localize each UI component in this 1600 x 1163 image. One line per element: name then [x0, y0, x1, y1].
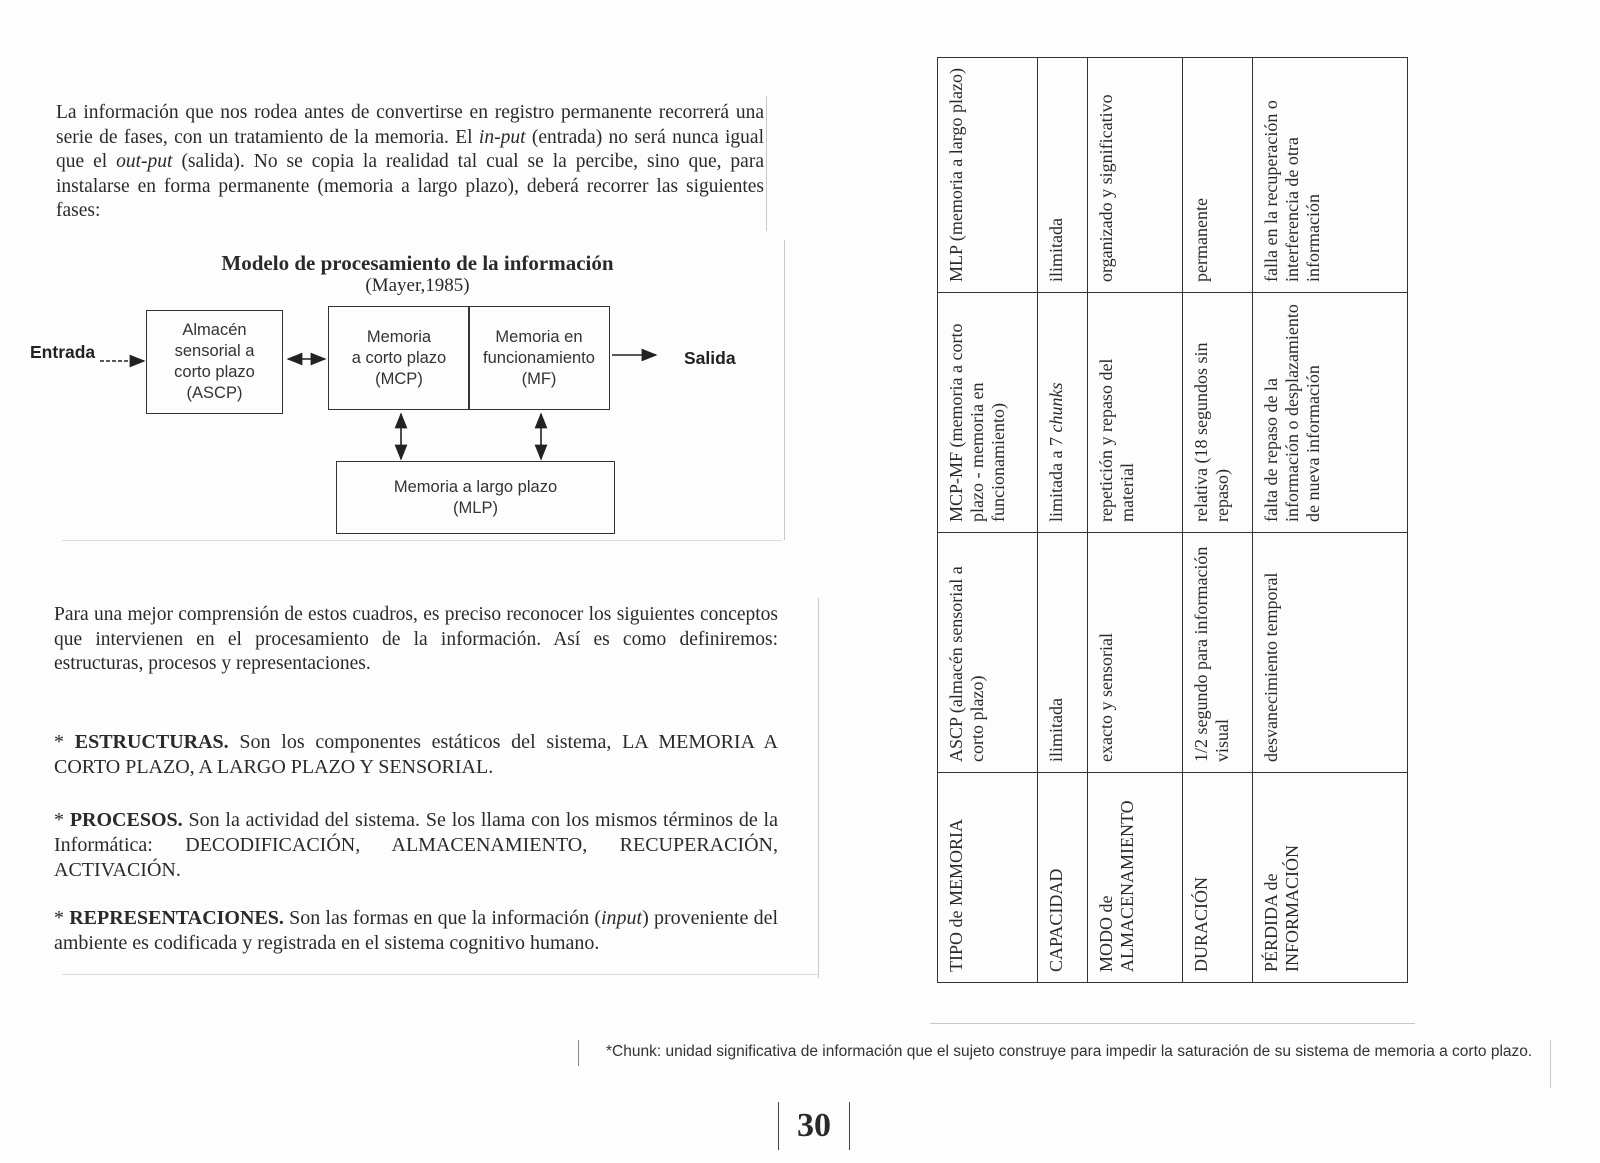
memory-table-frame [937, 58, 1407, 983]
cell-mlp-capacidad: ilimitada [1038, 58, 1088, 293]
input-term: in-put [478, 126, 526, 148]
bullet-procesos: * PROCESOS. Son la actividad del sistema. Se los llama con los mismos términos de la Informática: DECODIFICACIÓN, ALMACENAMIENTO, RECUPERACIÓN, ACTIVACIÓN. [54, 809, 778, 881]
cell-mlp-modo: organizado y significativo [1088, 58, 1183, 293]
box-mlp: Memoria a largo plazo (MLP) [336, 461, 615, 534]
table-header-tipo: TIPO de MEMORIA [938, 773, 1038, 983]
term-estructuras: ESTRUCTURAS. [74, 731, 229, 753]
memory-table [937, 57, 1408, 983]
diagram-title: Modelo de procesamiento de la información [221, 251, 614, 275]
diagram-bottom-rule [62, 540, 782, 541]
cell-ascp-tipo: ASCP (almacén sensorial a corto plazo) [938, 533, 1038, 773]
page-number-box [778, 1102, 850, 1150]
page-number: 30 [797, 1107, 831, 1144]
table-bottom-rule [930, 1023, 1415, 1024]
cell-mlp-tipo: MLP (memoria a largo plazo) [938, 58, 1038, 293]
salida-label: Salida [684, 348, 736, 368]
diagram-subtitle: (Mayer,1985) [365, 275, 470, 296]
table-row-capacidad [1038, 58, 1088, 983]
bullet-representaciones: * REPRESENTACIONES. Son las formas en que la información (input) proveniente del ambiente es codificada y registrada en el sistema cognitivo humano. [54, 907, 779, 954]
term-representaciones: REPRESENTACIONES. [69, 907, 284, 929]
cell-mcp-modo: repetición y repaso del material [1088, 293, 1183, 533]
footnote-right-rule [1550, 1040, 1551, 1088]
concepts-paragraph: Para una mejor comprensión de estos cuadros, es preciso reconocer los siguientes conceptos que intervienen en el procesamiento de la información. Así es como definiremos: estructuras, procesos y representaciones. [54, 604, 778, 674]
table-row-tipo [938, 58, 1038, 983]
box-ascp: Almacén sensorial a corto plazo (ASCP) [146, 310, 283, 414]
intro-paragraph: La información que nos rodea antes de convertirse en registro permanente recorrerá una serie de fases, con un tratamiento de la memoria. El in-put (entrada) no será nunca igual que el out-put (salida). No se copia la realidad tal cual se la percibe, sino que, para instalarse en forma permanente (memoria a largo plazo), deberá recorrer las siguientes fases: [56, 102, 764, 221]
cell-mcp-capacidad: limitada a 7 chunks [1038, 293, 1088, 533]
concepts-side-rule [818, 598, 819, 978]
diagram-arrows [0, 0, 800, 560]
entrada-label: Entrada [30, 342, 96, 362]
cell-ascp-duracion: 1/2 segundo para información visual [1183, 533, 1253, 773]
cell-mlp-perdida: falla en la recuperación o interferencia de otra información [1253, 58, 1408, 293]
diagram-side-rule [784, 240, 785, 540]
box-mcp: Memoria a corto plazo (MCP) [328, 306, 470, 410]
table-header-perdida: PÉRDIDA de INFORMACIÓN [1253, 773, 1408, 983]
table-row-duracion [1183, 58, 1253, 983]
cell-ascp-modo: exacto y sensorial [1088, 533, 1183, 773]
concepts-bottom-rule [62, 974, 818, 975]
cell-mcp-tipo: MCP-MF (memoria a corto plazo - memoria en funcionamiento) [938, 293, 1038, 533]
cell-mcp-perdida: falta de repaso de la información o desplazamiento de nueva información [1253, 293, 1408, 533]
bullet-estructuras: * ESTRUCTURAS. Son los componentes estáticos del sistema, LA MEMORIA A CORTO PLAZO, A LARGO PLAZO Y SENSORIAL. [54, 731, 778, 778]
cell-ascp-perdida: desvanecimiento temporal [1253, 533, 1408, 773]
table-header-modo: MODO de ALMACENAMIENTO [1088, 773, 1183, 983]
cell-ascp-capacidad: ilimitada [1038, 533, 1088, 773]
box-mf: Memoria en funcionamiento (MF) [468, 306, 610, 410]
memory-table-rotated [937, 58, 1407, 983]
table-row-modo [1088, 58, 1183, 983]
table-header-duracion: DURACIÓN [1183, 773, 1253, 983]
table-row-perdida [1253, 58, 1408, 983]
cell-mlp-duracion: permanente [1183, 58, 1253, 293]
cell-mcp-duracion: relativa (18 segundos sin repaso) [1183, 293, 1253, 533]
term-procesos: PROCESOS. [69, 809, 183, 831]
output-term: out-put [116, 151, 173, 172]
footnote-left-rule [578, 1040, 579, 1066]
footnote: *Chunk: unidad significativa de información que el sujeto construye para impedir la saturación de su sistema de memoria a corto plazo. [606, 1043, 1533, 1060]
table-header-capacidad: CAPACIDAD [1038, 773, 1088, 983]
